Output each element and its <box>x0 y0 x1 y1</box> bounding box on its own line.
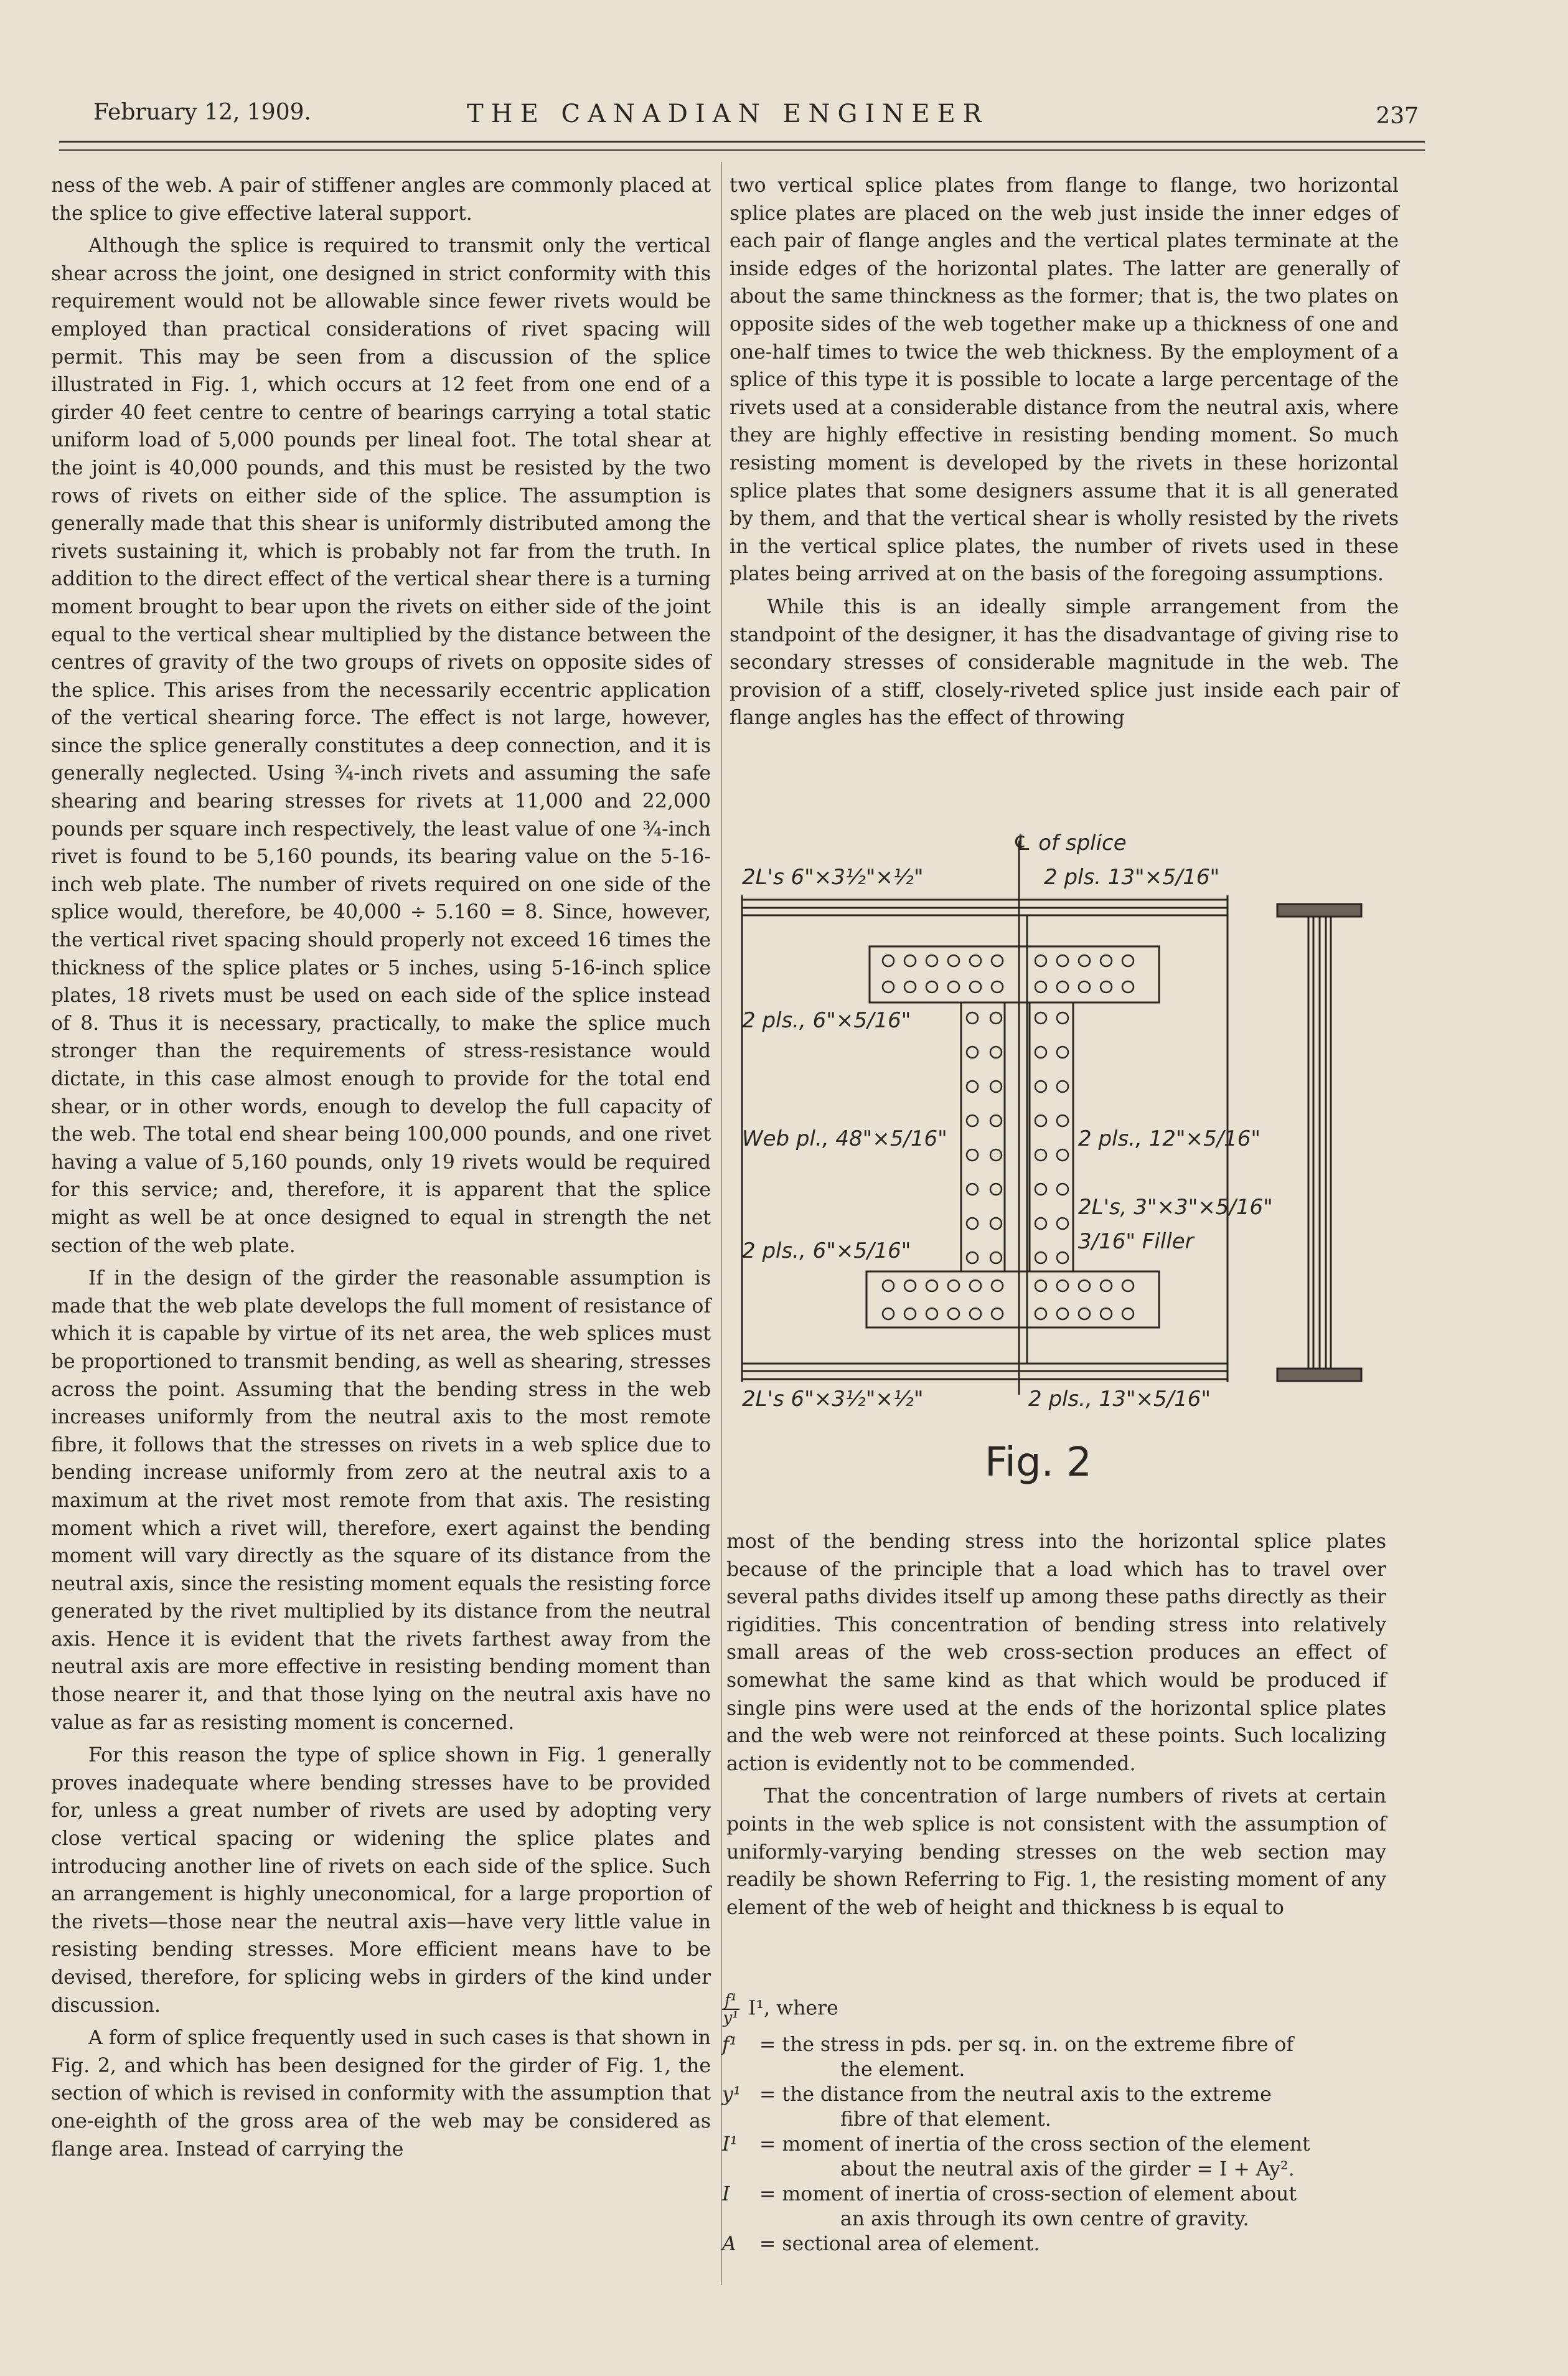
label-lower-short-plates: 2 pls., 6"×5/16" <box>742 1238 911 1263</box>
definition-list <box>722 2032 1407 2256</box>
header-date: February 12, 1909. <box>93 100 311 125</box>
definition-text: = moment of inertia of cross-section of element about <box>759 2183 1297 2205</box>
paragraph: While this is an ideally simple arrangement from the standpoint of the designer, it has the disadvantage of giving rise to secondary stresses of considerable magnitude in the web. The provision of a stiff, closely-riveted splice just inside each pair of flange angles has the effect of throwing <box>730 595 1399 730</box>
figure-caption: Fig. 2 <box>985 1440 1092 1486</box>
left-column <box>51 172 711 2163</box>
definition-text-continued: about the neutral axis of the girder = I + Ay². <box>840 2158 1295 2180</box>
label-web-plate: Web pl., 48"×5/16" <box>742 1126 947 1151</box>
formula-tail: I¹, where <box>748 1997 838 2020</box>
definition-text: = the distance from the neutral axis to the extreme <box>759 2083 1272 2106</box>
paragraph: That the concentration of large numbers of rivets at certain points in the web splice is not consistent with the assumption of uniformly-varying bending stresses on the web section may readily be shown Referring to Fig. 1, the resisting moment of any element of the web of height and thickness b is equal to <box>726 1785 1386 1919</box>
label-upper-short-plates: 2 pls., 6"×5/16" <box>742 1008 911 1033</box>
definition-item <box>722 2132 1407 2182</box>
label-top-plates: 2 pls. 13"×5/16" <box>1044 865 1220 890</box>
paragraph: ness of the web. A pair of stiffener angles are commonly placed at the splice to give effective lateral support. <box>51 174 711 225</box>
girder-cross-section <box>1277 904 1361 1381</box>
formula-expression <box>722 1992 1407 2026</box>
label-vertical-plates: 2 pls., 12"×5/16" <box>1078 1126 1261 1151</box>
definition-text-continued: fibre of that element. <box>840 2108 1051 2131</box>
fraction-denominator: y¹ <box>723 2009 739 2027</box>
paragraph: Although the splice is required to transmit only the vertical shear across the joint, one designed in strict conformity with this requirement would not be allowable since fewer rivets would be employed than practical considerations of rivet spacing will permit. This may be seen from a discussion of the splice illustrated in Fig. 1, which occurs at 12 feet from one end of a girder 40 feet centre to centre of bearings carrying a total static uniform load of 5,000 pounds per lineal foot. The total shear at the joint is 40,000 pounds, and this must be resisted by the two rows of rivets on either side of the splice. The assumption is generally made that this shear is uniformly distributed among the rivets sustaining it, which is probably not far from the truth. In addition to the direct effect of the vertical shear there is a turning moment brought to bear upon the rivets on either side of the joint equal to the vertical shear multiplied by the distance between the centres of gravity of the two groups of rivets on opposite sides of the splice. This arises from the necessarily eccentric application of the vertical shearing force. The effect is not large, however, since the splice generally constitutes a deep connection, and it is generally neglected. Using ¾-inch rivets and assuming the safe shearing and bearing stresses for rivets at 11,000 and 22,000 pounds per square inch respectively, the least value of one ¾-inch rivet is found to be 5,160 pounds, its bearing value on the 5-16-inch web plate. The number of rivets required on one side of the splice would, therefore, be 40,000 ÷ 5.160 = 8. Since, however, the vertical rivet spacing should properly not exceed 16 times the thickness of the splice plates or 5 inches, using 5-16-inch splice plates, 18 rivets must be used on each side of the splice instead of 8. Thus it is necessary, practically, to make the splice much stronger than the requirements of stress-resistance would dictate, in this case almost enough to provide for the total end shear, or in other words, enough to develop the full capacity of the web. The total end shear being 100,000 pounds, and one rivet having a value of 5,160 pounds, only 19 rivets would be required for this service; and, therefore, it is apparent that the splice might as well be at once designed to equal in strength the net section of the web plate. <box>51 235 711 1257</box>
fraction-numerator: f¹ <box>722 1992 739 2010</box>
page-number: 237 <box>1376 103 1419 129</box>
label-bottom-plates: 2 pls., 13"×5/16" <box>1028 1387 1211 1412</box>
definition-item <box>722 2032 1407 2082</box>
header-rule-thin <box>59 149 1425 151</box>
figure-2-splice-drawing <box>730 822 1399 1513</box>
label-top-angles: 2L's 6"×3½"×½" <box>742 865 924 890</box>
paragraph: two vertical splice plates from flange to flange, two horizontal splice plates are placed on the web just inside the inner edges of each pair of flange angles and the vertical plates terminate at the inside edges of the horizontal plates. The latter are generally of about the same thinckness as the former; that is, the two plates on opposite sides of the web together make up a thickness of one and one-half times to twice the web thickness. By the employment of a splice of this type it is possible to locate a large percentage of the rivets used at a considerable distance from the neutral axis, where they are highly effective in resisting bending moment. So much resisting moment is developed by the rivets in these horizontal splice plates that some designers assume that it is all generated by them, and that the vertical shear is wholly resisted by the rivets in the vertical splice plates, the number of rivets used in these plates being arrived at on the basis of the foregoing assumptions. <box>730 174 1399 586</box>
fraction <box>722 1992 739 2026</box>
page-header <box>93 100 1419 131</box>
paragraph: If in the design of the girder the reasonable assumption is made that the web plate develops the full moment of resistance of which it is capable by virtue of its net area, the web splices must be proportioned to transmit bending, as well as shearing, stresses across the point. Assuming that the bending stress in the web increases uniformly from the neutral axis to the most remote fibre, it follows that the stresses on rivets in a web splice due to bending increase uniformly from zero at the neutral axis to a maximum at the rivet most remote from that axis. The resisting moment which a rivet will, therefore, exert against the bending moment will vary directly as the square of its distance from the neutral axis, since the resisting moment equals the resisting force generated by the rivet multiplied by its distance from the neutral axis. Hence it is evident that the rivets farthest away from the neutral axis are more effective in resisting bending moment than those nearer it, and that those lying on the neutral axis have no value as far as resisting moment is concerned. <box>51 1267 711 1734</box>
label-filler: 3/16" Filler <box>1078 1229 1194 1254</box>
definition-text: = moment of inertia of the cross section of the element <box>759 2133 1310 2156</box>
definition-symbol: A <box>722 2233 736 2255</box>
right-column-top <box>730 172 1399 732</box>
label-bottom-angles: 2L's 6"×3½"×½" <box>742 1387 924 1412</box>
right-column-bottom <box>726 1528 1386 1921</box>
journal-title: THE CANADIAN ENGINEER <box>467 100 989 128</box>
column-divider <box>721 162 722 2285</box>
definition-symbol: I <box>722 2183 730 2205</box>
definition-item <box>722 2082 1407 2132</box>
paragraph: A form of splice frequently used in such cases is that shown in Fig. 2, and which has been designed for the girder of Fig. 1, the section of which is revised in conformity with the assumption that one-eighth of the gross area of the web may be considered as flange area. Instead of carrying the <box>51 2027 711 2161</box>
paragraph: most of the bending stress into the horizontal splice plates because of the principle that a load which has to travel over several paths divides itself up among these paths directly as their rigidities. This concentration of bending stress into relatively small areas of the web cross-section produces an effect of somewhat the same kind as that which would be produced if single pins were used at the ends of the horizontal splice plates and the web were not reinforced at these points. Such localizing action is evidently not to be commended. <box>726 1530 1386 1775</box>
definition-symbol: f¹ <box>722 2034 738 2056</box>
definition-text: = the stress in pds. per sq. in. on the extreme fibre of <box>759 2034 1294 2056</box>
splice-drawing <box>730 822 1399 1513</box>
formula-block <box>722 1992 1407 2256</box>
label-stiffener-angles: 2L's, 3"×3"×5/16" <box>1078 1195 1273 1220</box>
definition-item <box>722 2232 1407 2256</box>
definition-text-continued: the element. <box>840 2058 965 2081</box>
label-centerline: ℄ of splice <box>1013 831 1127 856</box>
header-rule <box>59 141 1425 143</box>
definition-symbol: y¹ <box>722 2083 741 2106</box>
definition-text: = sectional area of element. <box>759 2233 1040 2255</box>
paragraph: For this reason the type of splice shown in Fig. 1 generally proves inadequate where bending stresses have to be provided for, unless a great number of rivets are used by adopting very close vertical spacing or widening the splice plates and introducing another line of rivets on each side of the splice. Such an arrangement is highly uneconomical, for a large proportion of the rivets—those near the neutral axis—have very little value in resisting bending stresses. More efficient means have to be devised, therefore, for splicing webs in girders of the kind under discussion. <box>51 1744 711 2017</box>
definition-symbol: I¹ <box>722 2133 738 2156</box>
definition-item <box>722 2182 1407 2232</box>
definition-text-continued: an axis through its own centre of gravity. <box>840 2208 1249 2230</box>
